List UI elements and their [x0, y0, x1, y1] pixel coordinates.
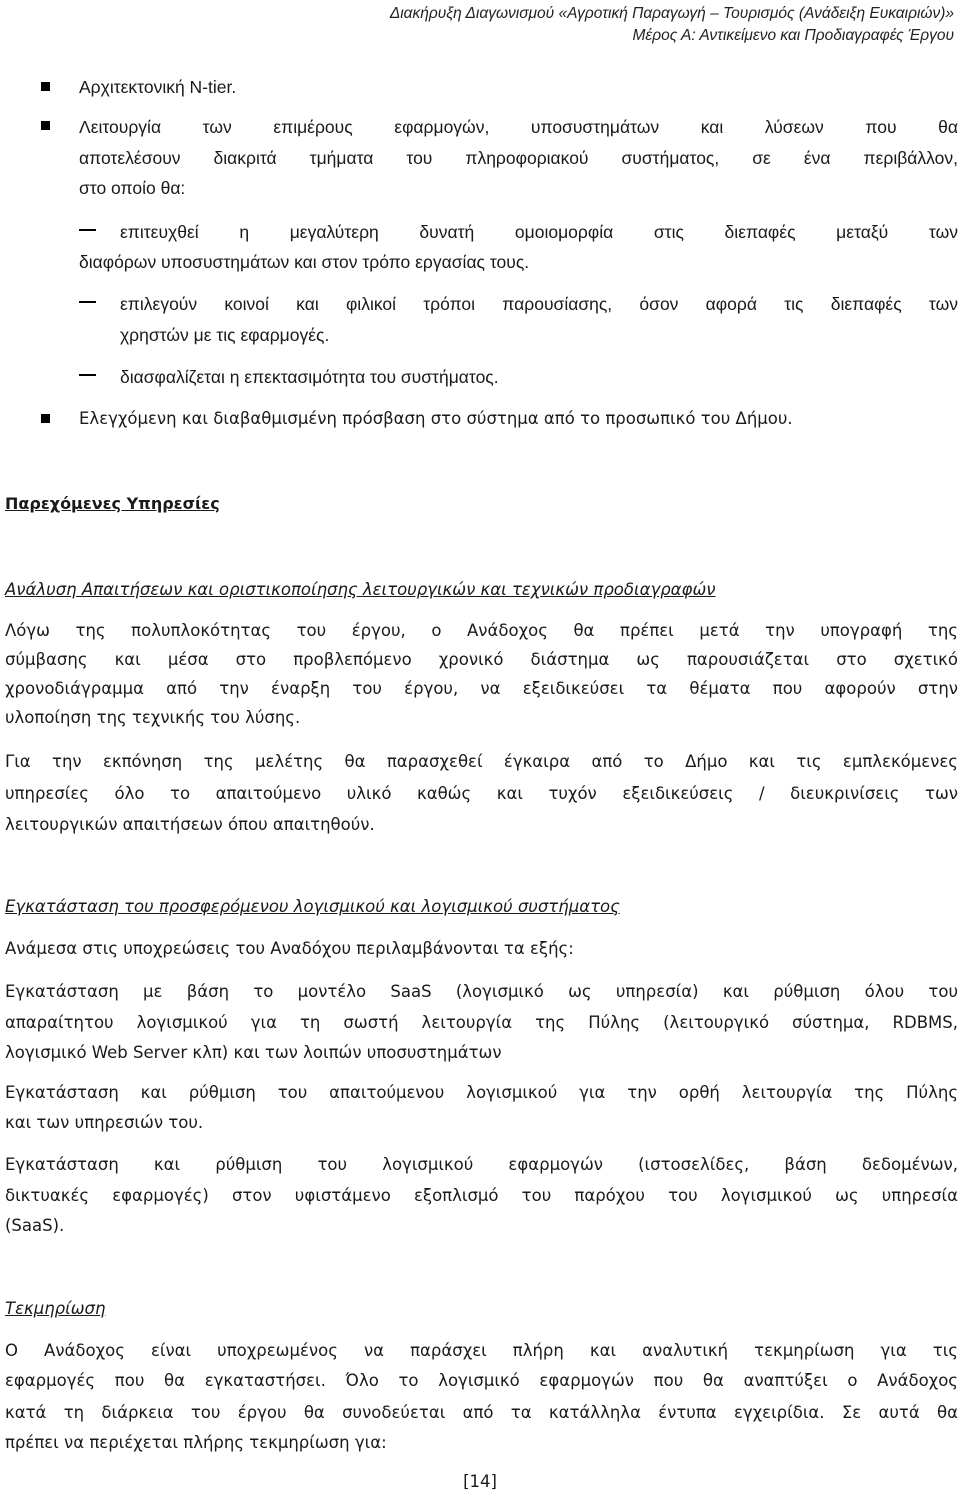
bullet-item-ntier: Αρχιτεκτονική N-tier. [79, 77, 237, 97]
paragraph-line: σύμβασης και μέσα στο προβλεπόμενο χρονικό διάστημα ως παρουσιάζεται στο σχετικό [5, 650, 958, 669]
paragraph-line: λογισμικό Web Server κλπ) και των λοιπών υποσυστημάτων [5, 1043, 502, 1062]
paragraph-line: πρέπει να περιέχεται πλήρης τεκμηρίωση για: [5, 1433, 387, 1452]
bullet-item-line: αποτελέσουν διακριτά τμήματα του πληροφοριακού συστήματος, σε ένα περιβάλλον, [79, 148, 958, 168]
paragraph-line: Για την εκπόνηση της μελέτης θα παρασχεθεί έγκαιρα από το Δήμο και τις εμπλεκόμενες [5, 752, 958, 771]
section-title: Παρεχόμενες Υπηρεσίες [5, 494, 220, 513]
square-bullet-icon [41, 121, 50, 130]
dash-bullet-icon [79, 374, 96, 376]
paragraph-line: Εγκατάσταση με βάση το μοντέλο SaaS (λογισμικό ως υπηρεσία) και ρύθμιση όλου του [5, 982, 958, 1001]
header-title-line: Διακήρυξη Διαγωνισμού «Αγροτική Παραγωγή – Τουρισμός (Ανάδειξη Ευκαιριών)» [389, 5, 954, 22]
dash-item-line: διασφαλίζεται η επεκτασιμότητα του συστήματος. [120, 367, 499, 387]
dash-bullet-icon [79, 301, 96, 303]
paragraph-line: κατά τη διάρκεια του έργου θα συνοδεύεται από τα κατάλληλα έντυπα εγχειρίδια. Σε αυτά θα [5, 1403, 958, 1422]
paragraph-line: δικτυακές εφαρμογές) στον υφιστάμενο εξοπλισμό του παρόχου του λογισμικού ως υπηρεσία [5, 1186, 958, 1205]
paragraph-line: υλοποίηση της τεχνικής του λύσης. [5, 708, 301, 727]
header-subtitle-line: Μέρος Α: Αντικείμενο και Προδιαγραφές Έργου [632, 27, 954, 44]
paragraph-line: Ανάμεσα στις υποχρεώσεις του Αναδόχου περιλαμβάνονται τα εξής: [5, 939, 574, 958]
paragraph-line: και των υπηρεσιών του. [5, 1113, 204, 1132]
dash-item-line: επιτευχθεί η μεγαλύτερη δυνατή ομοιομορφία στις διεπαφές μεταξύ των [120, 222, 958, 242]
paragraph-line: Λόγω της πολυπλοκότητας του έργου, ο Ανάδοχος θα πρέπει μετά την υπογραφή της [5, 621, 958, 640]
paragraph-line: Εγκατάσταση και ρύθμιση του απαιτούμενου λογισμικού για την ορθή λειτουργία της Πύλης [5, 1083, 958, 1102]
square-bullet-icon [41, 414, 50, 423]
documentation-heading: Τεκμηρίωση [5, 1299, 106, 1318]
paragraph-line: υπηρεσίες όλο το απαιτούμενο υλικό καθώς και τυχόν εξειδικεύσεις / διευκρινίσεις των [5, 784, 958, 803]
dash-item-line: διαφόρων υποσυστημάτων και στον τρόπο εργασίας τους. [79, 252, 530, 272]
square-bullet-icon [41, 82, 50, 91]
dash-item-line: επιλεγούν κοινοί και φιλικοί τρόποι παρουσίασης, όσον αφορά τις διεπαφές των [120, 294, 958, 314]
paragraph-line: (SaaS). [5, 1216, 65, 1235]
paragraph-line: χρονοδιάγραμμα από την έναρξη του έργου, να εξειδικεύσει τα θέματα που αφορούν στην [5, 679, 958, 698]
installation-heading: Εγκατάσταση του προσφερόμενου λογισμικού και λογισμικού συστήματος [5, 897, 620, 916]
bullet-item-line: στο οποίο θα: [79, 178, 186, 198]
bullet-item-line: Λειτουργία των επιμέρους εφαρμογών, υποσυστημάτων και λύσεων που θα [79, 117, 958, 137]
paragraph-line: λειτουργικών απαιτήσεων όπου απαιτηθούν. [5, 815, 375, 834]
paragraph-line: Ο Ανάδοχος είναι υποχρεωμένος να παράσχει πλήρη και αναλυτική τεκμηρίωση για τις [5, 1341, 958, 1360]
paragraph-line: εφαρμογές που θα εγκαταστήσει. Όλο το λογισμικό εφαρμογών που θα αναπτύξει ο Ανάδοχος [5, 1371, 958, 1390]
document-header [390, 3, 954, 47]
bullet-item-access: Ελεγχόμενη και διαβαθμισμένη πρόσβαση στο σύστημα από το προσωπικό του Δήμου. [79, 409, 793, 428]
paragraph-line: απαραίτητου λογισμικού για τη σωστή λειτουργία της Πύλης (λειτουργικό σύστημα, RDBMS, [5, 1013, 958, 1032]
dash-item-line: χρηστών με τις εφαρμογές. [120, 325, 330, 345]
dash-bullet-icon [79, 229, 96, 231]
paragraph-line: Εγκατάσταση και ρύθμιση του λογισμικού εφαρμογών (ιστοσελίδες, βάση δεδομένων, [5, 1155, 958, 1174]
analysis-heading: Ανάλυση Απαιτήσεων και οριστικοποίησης λειτουργικών και τεχνικών προδιαγραφών [5, 580, 716, 599]
page-number: [14] [463, 1472, 497, 1491]
